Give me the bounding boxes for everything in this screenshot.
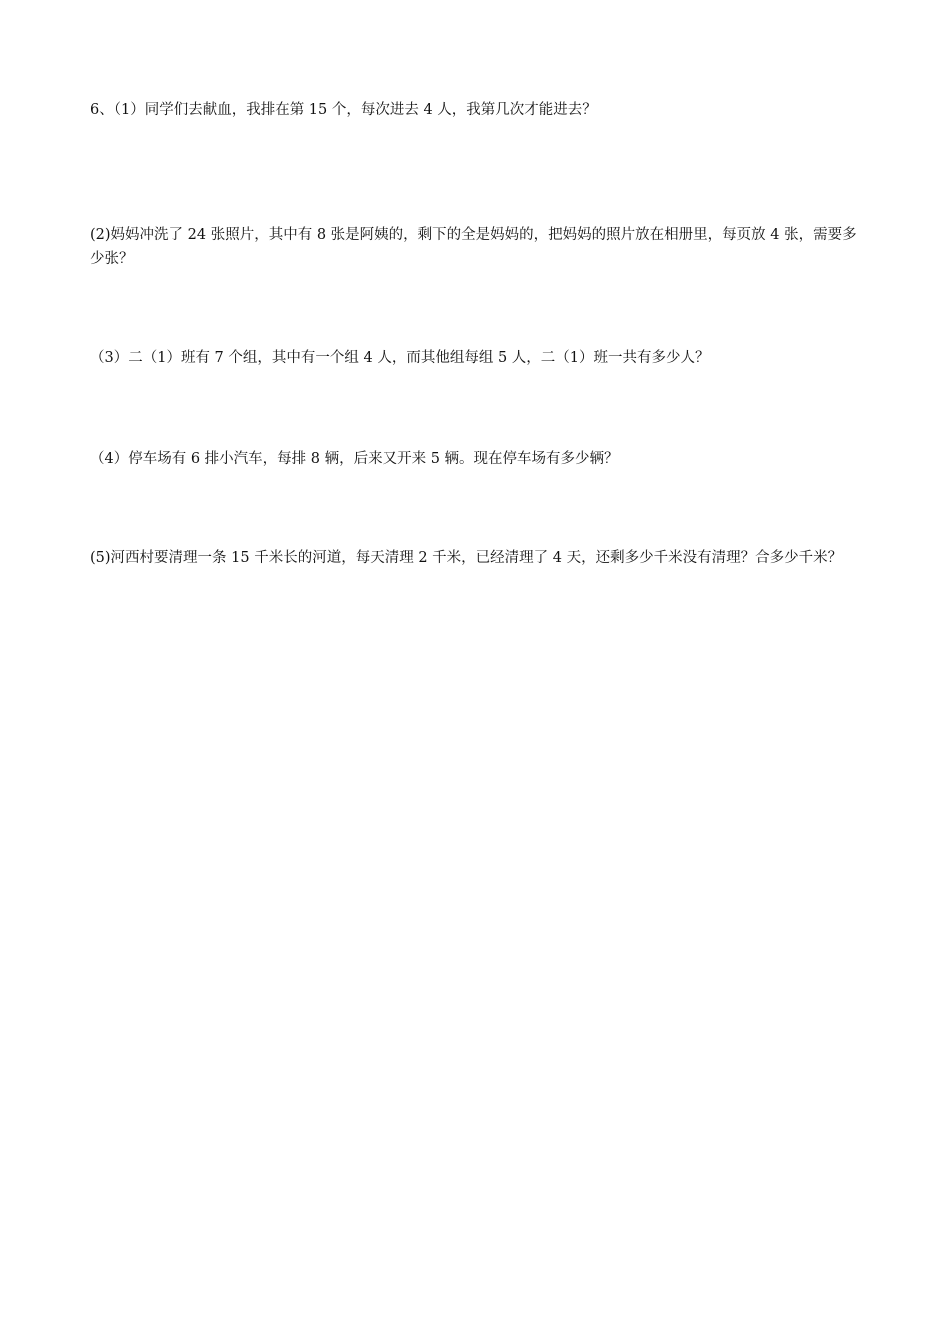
word-problem-6-1: 6、（1）同学们去献血，我排在第 15 个，每次进去 4 人，我第几次才能进去？ xyxy=(90,102,597,118)
word-problem-3: （3）二（1）班有 7 个组，其中有一个组 4 人，而其他组每组 5 人，二（1）班一共有多少人？ xyxy=(90,350,710,366)
word-problem-4: （4）停车场有 6 排小汽车，每排 8 辆，后来又开来 5 辆。现在停车场有多少辆？ xyxy=(90,451,619,467)
word-problem-5: (5)河西村要清理一条 15 千米长的河道，每天清理 2 千米，已经清理了 4 天，还剩多少千米没有清理？合多少千米？ xyxy=(90,550,843,566)
word-problem-2: (2)妈妈冲洗了 24 张照片，其中有 8 张是阿姨的，剩下的全是妈妈的，把妈妈的照片放在相册里，每页放 4 张，需要多少张？ xyxy=(90,227,857,267)
